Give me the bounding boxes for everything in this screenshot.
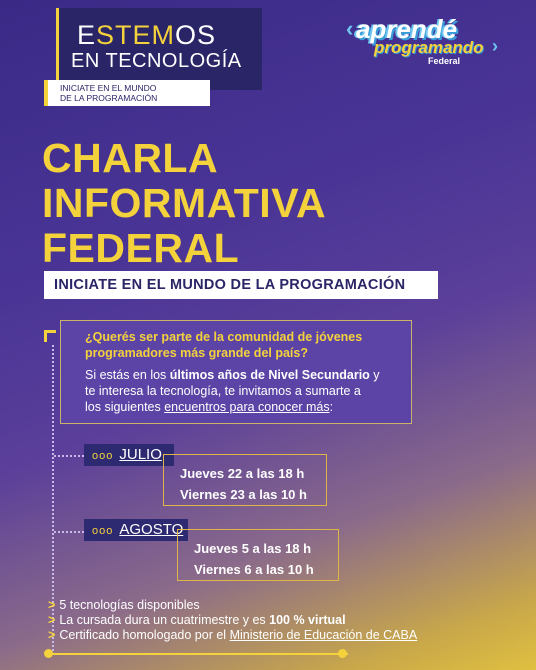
intro-box [60,320,412,424]
julio-link[interactable]: JULIO [119,446,162,463]
ministerio-link[interactable]: Ministerio de Educación de CABA [229,628,418,642]
intro-question: ¿Querés ser parte de la comunidad de jóvenes programadores más grande del país? [85,330,363,360]
dotted-connector [54,455,84,457]
intro-text: Si estás en los últimos años de Nivel Secundario y te interesa la tecnología, te invitamos a sumarte a los siguientes encuentros para conocer más: [85,368,380,414]
brand-line1: aprendé [356,14,458,44]
page-title: CHARLA INFORMATIVA FEDERAL [42,135,327,271]
schedule-julio: Jueves 22 a las 18 h Viernes 23 a las 10 h [163,454,327,506]
corner-decoration [44,330,56,342]
month-tag-julio: ooo JULIO [84,444,174,466]
feature-item: > Certificado homologado por el Ministerio de Educación de CABA [48,628,418,642]
bottom-divider [48,653,348,655]
chevron-right-icon: › [492,36,498,56]
aprende-programando-logo [346,12,506,68]
estemos-logo [56,8,262,90]
month-tag-agosto: ooo AGOSTO [84,519,188,541]
schedule-agosto: Jueves 5 a las 18 h Viernes 6 a las 10 h [177,529,339,581]
brand-line2: programando [374,38,484,57]
logo-tagline: INICIATE EN EL MUNDO DE LA PROGRAMACIÓN [44,80,210,106]
agosto-link[interactable]: AGOSTO [119,521,184,538]
logo-subtitle: EN TECNOLOGÍA [71,50,242,72]
dotted-connector [54,531,84,533]
encuentros-link[interactable]: encuentros para conocer más [164,400,330,414]
chevron-left-icon: ‹ [346,16,354,41]
feature-item: > 5 tecnologías disponibles [48,598,200,612]
feature-item: > La cursada dura un cuatrimestre y es 100 % virtual [48,613,346,627]
subtitle-banner: INICIATE EN EL MUNDO DE LA PROGRAMACIÓN [44,271,438,299]
features-list [48,598,417,643]
bottom-dot [338,649,347,658]
brand-federal: Federal [428,56,461,66]
logo-title: ESTEMOS [77,20,217,50]
